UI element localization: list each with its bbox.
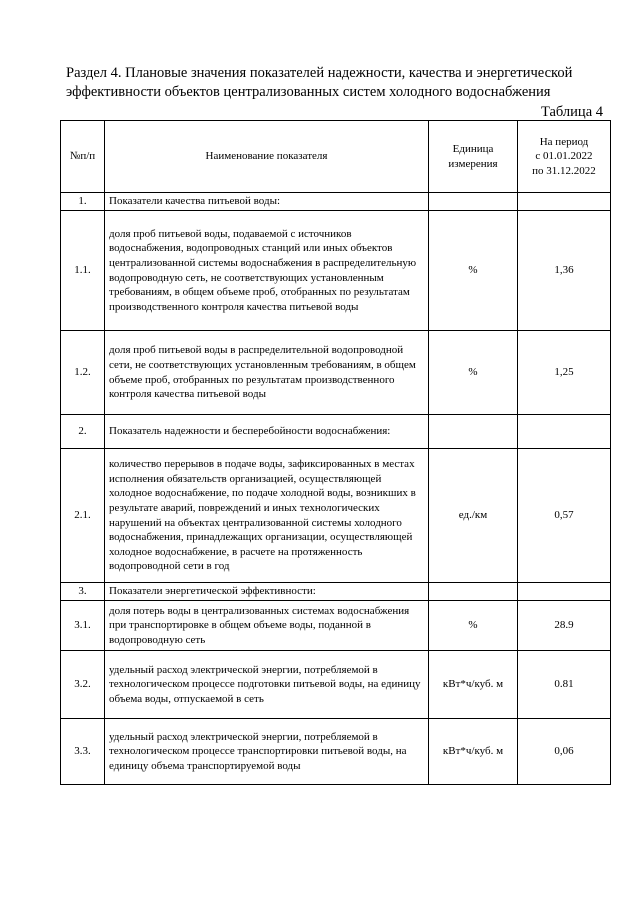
header-unit-line-1: Единица — [452, 142, 494, 155]
table-row — [61, 719, 611, 785]
row-name: удельный расход электрической энергии, потребляемой в технологическом процессе подготовки питьевой воды, на единицу объема воды, отпускаемой в сеть — [105, 651, 429, 719]
row-value — [518, 415, 611, 449]
row-num: 3.3. — [61, 719, 105, 785]
table-row — [61, 583, 611, 601]
row-name: количество перерывов в подаче воды, зафиксированных в местах исполнения обязательств организацией, осуществляющей холодное водоснабжение, по подаче холодной воды, возникших в результате аварий, повреждений и иных технологических нарушений на объектах централизованной системы холодного водоснабжения, принадлежащих организации, осуществляющей холодное водоснабжение, в расчете на протяженность водопроводной сети в год — [105, 449, 429, 583]
row-num: 3.1. — [61, 601, 105, 651]
header-period — [518, 121, 611, 193]
row-num: 3.2. — [61, 651, 105, 719]
row-unit: кВт*ч/куб. м — [429, 719, 518, 785]
row-name: Показатель надежности и бесперебойности водоснабжения: — [105, 415, 429, 449]
row-unit — [429, 415, 518, 449]
header-period-line-3: по 31.12.2022 — [532, 164, 596, 177]
row-name: Показатели энергетической эффективности: — [105, 583, 429, 601]
row-value: 0,06 — [518, 719, 611, 785]
row-num: 1.1. — [61, 211, 105, 331]
table-row — [61, 651, 611, 719]
row-num: 2.1. — [61, 449, 105, 583]
table-row — [61, 449, 611, 583]
row-value: 1,25 — [518, 331, 611, 415]
indicators-table — [60, 120, 611, 785]
table-row — [61, 211, 611, 331]
row-name: доля проб питьевой воды, подаваемой с источников водоснабжения, водопроводных станций или иных объектов централизованной системы водоснабжения в распределительную водопроводную сеть, не соответствующих установленным требованиям, в общем объеме проб, отобранных по результатам производственного контроля качества питьевой воды — [105, 211, 429, 331]
header-period-line-2: с 01.01.2022 — [535, 150, 593, 163]
table-row — [61, 601, 611, 651]
header-name: Наименование показателя — [105, 121, 429, 193]
table-row — [61, 415, 611, 449]
row-name: доля потерь воды в централизованных системах водоснабжения при транспортировке в общем объеме воды, поданной в водопроводную сеть — [105, 601, 429, 651]
row-unit: % — [429, 211, 518, 331]
row-unit — [429, 193, 518, 211]
row-name: удельный расход электрической энергии, потребляемой в технологическом процессе транспортировки питьевой воды, на единицу объема транспортируемой воды — [105, 719, 429, 785]
row-unit: % — [429, 331, 518, 415]
table-row — [61, 193, 611, 211]
section-heading-line-2: эффективности объектов централизованных систем холодного водоснабжения — [66, 84, 551, 100]
row-num: 3. — [61, 583, 105, 601]
row-value: 0,57 — [518, 449, 611, 583]
row-value — [518, 583, 611, 601]
row-num: 1.2. — [61, 331, 105, 415]
section-heading-line-1: Раздел 4. Плановые значения показателей надежности, качества и энергетической — [66, 65, 573, 81]
row-num: 2. — [61, 415, 105, 449]
row-name: Показатели качества питьевой воды: — [105, 193, 429, 211]
table-row — [61, 331, 611, 415]
header-unit — [429, 121, 518, 193]
row-value: 1,36 — [518, 211, 611, 331]
row-unit — [429, 583, 518, 601]
row-num: 1. — [61, 193, 105, 211]
table-label: Таблица 4 — [540, 104, 603, 120]
row-unit: % — [429, 601, 518, 651]
row-unit: ед./км — [429, 449, 518, 583]
header-period-line-1: На период — [539, 135, 589, 148]
row-value: 28.9 — [518, 601, 611, 651]
header-num: №п/п — [61, 121, 105, 193]
row-value — [518, 193, 611, 211]
table-header-row — [61, 121, 611, 193]
header-unit-line-2: измерения — [448, 157, 498, 170]
section-heading — [66, 64, 611, 102]
row-value: 0.81 — [518, 651, 611, 719]
row-unit: кВт*ч/куб. м — [429, 651, 518, 719]
row-name: доля проб питьевой воды в распределительной водопроводной сети, не соответствующих установленным требованиям, в общем объеме проб, отобранных по результатам производственного контроля качества питьевой воды — [105, 331, 429, 415]
